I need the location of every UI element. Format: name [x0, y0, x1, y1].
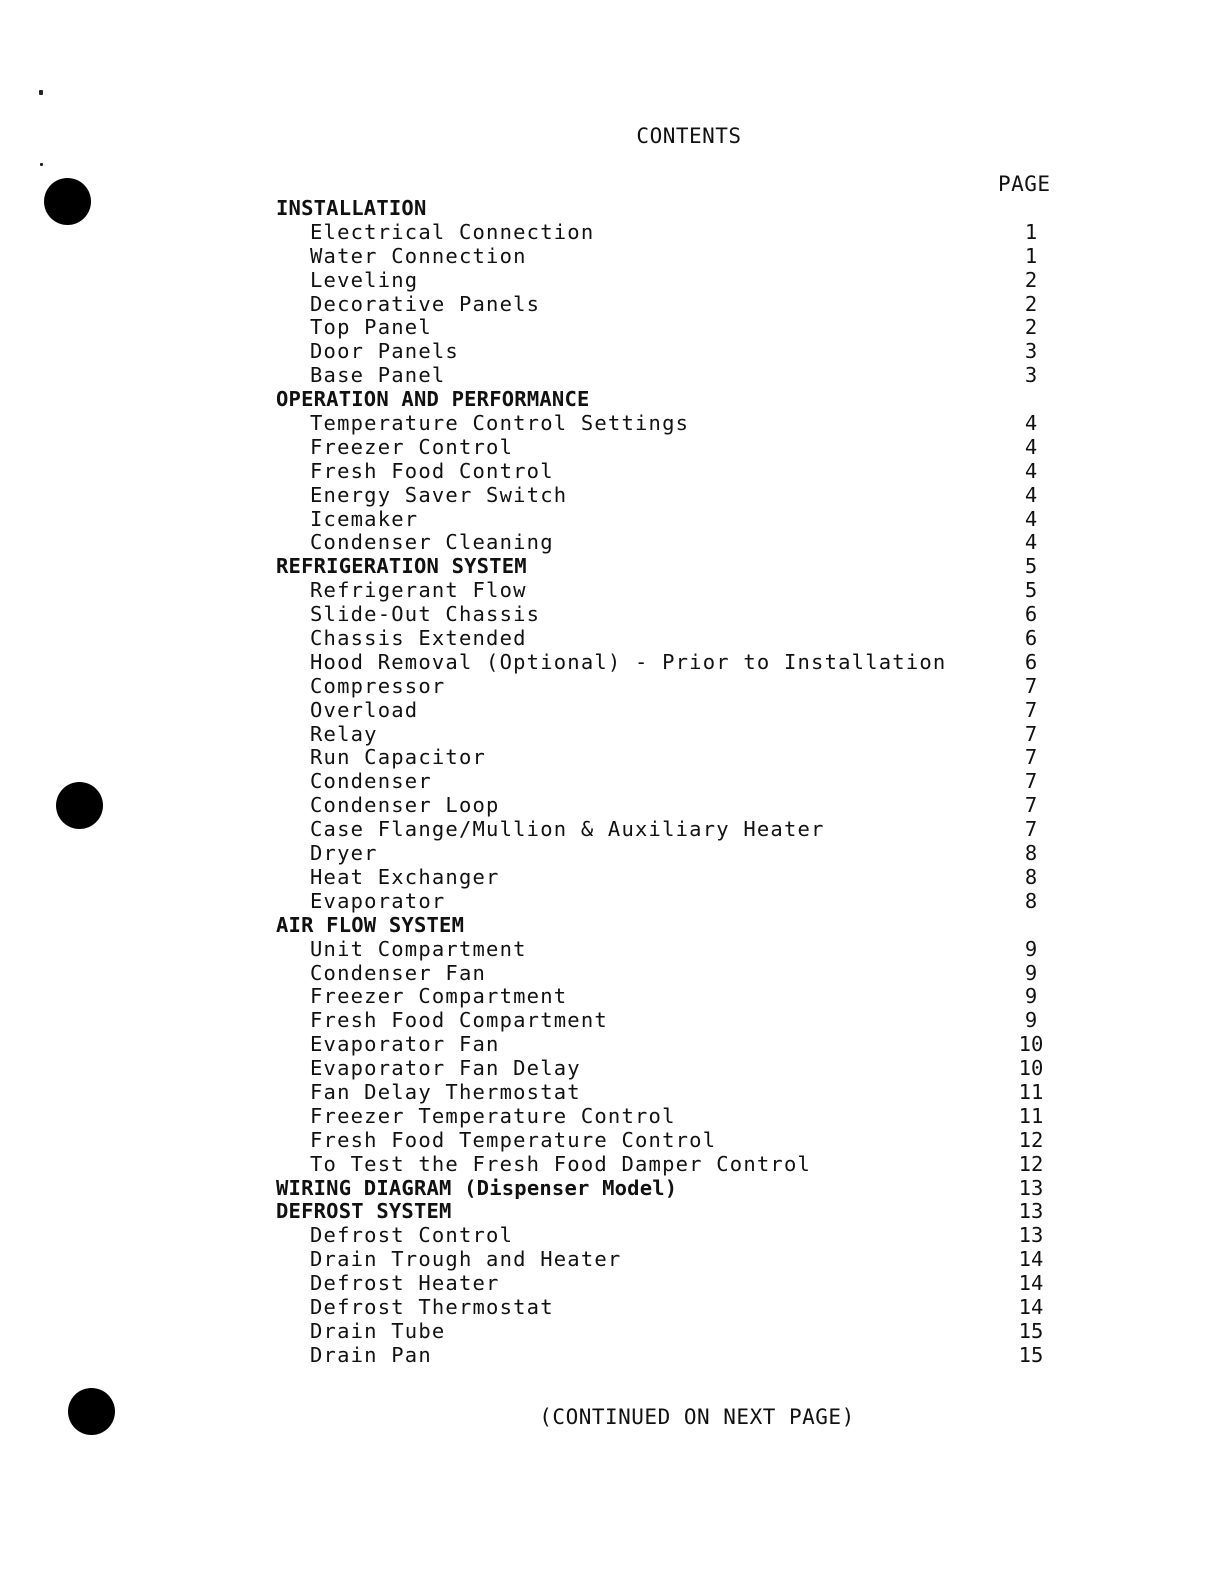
toc-entry-label: Decorative Panels — [310, 291, 541, 316]
toc-entry-page: 13 — [1018, 1223, 1044, 1248]
toc-entry — [276, 962, 1066, 986]
binder-hole — [44, 178, 91, 225]
toc-entry — [276, 245, 1066, 269]
toc-entry — [276, 293, 1066, 317]
toc-entry — [276, 1129, 1066, 1153]
toc-entry-label: Fan Delay Thermostat — [310, 1079, 581, 1104]
toc-entry-label: Condenser Fan — [310, 960, 487, 985]
toc-entry-page: 7 — [1024, 745, 1038, 770]
toc-entry — [276, 1105, 1066, 1129]
toc-entry-page: 2 — [1024, 267, 1038, 292]
toc-entry-label: Unit Compartment — [310, 936, 527, 961]
toc-entry — [276, 1033, 1066, 1057]
toc-entry — [276, 1296, 1066, 1320]
toc-entry-label: Freezer Control — [310, 434, 514, 459]
toc-entry-page: 13 — [1018, 1175, 1044, 1200]
toc-entry-label: Door Panels — [310, 339, 459, 364]
toc-entry-label: Defrost Thermostat — [310, 1294, 554, 1319]
toc-entry — [276, 364, 1066, 388]
toc-entry-label: Temperature Control Settings — [310, 411, 690, 436]
toc-entry — [276, 627, 1066, 651]
toc-entry-label: Water Connection — [310, 243, 527, 268]
toc-entry-page: 13 — [1018, 1199, 1044, 1224]
toc-entry — [276, 484, 1066, 508]
toc-entry-label: Heat Exchanger — [310, 864, 500, 889]
toc-entry-label: Fresh Food Control — [310, 458, 554, 483]
toc-entry — [276, 316, 1066, 340]
toc-entry-page: 7 — [1024, 697, 1038, 722]
toc-section-heading — [276, 914, 1066, 938]
toc-entry-page: 7 — [1024, 793, 1038, 818]
toc-entry-label: Refrigerant Flow — [310, 578, 527, 603]
toc-entry-page: 6 — [1024, 602, 1038, 627]
toc-entry-page: 10 — [1018, 1032, 1044, 1057]
toc-section-heading — [276, 388, 1066, 412]
toc-entry-label: Electrical Connection — [310, 219, 595, 244]
toc-entry-page: 4 — [1024, 506, 1038, 531]
toc-entry — [276, 340, 1066, 364]
toc-entry — [276, 221, 1066, 245]
toc-entry-label: Freezer Compartment — [310, 984, 568, 1009]
toc-entry — [276, 675, 1066, 699]
toc-entry — [276, 1248, 1066, 1272]
toc-entry — [276, 938, 1066, 962]
toc-entry — [276, 890, 1066, 914]
toc-entry — [276, 460, 1066, 484]
toc-entry — [276, 269, 1066, 293]
toc-entry-label: Base Panel — [310, 363, 446, 388]
toc-entry-page: 15 — [1018, 1342, 1044, 1367]
toc-entry — [276, 1081, 1066, 1105]
toc-entry-page: 9 — [1024, 960, 1038, 985]
toc-entry-page: 7 — [1024, 817, 1038, 842]
toc-entry-label: Drain Trough and Heater — [310, 1247, 622, 1272]
toc-entry-label: INSTALLATION — [276, 196, 427, 220]
toc-entry-page: 6 — [1024, 649, 1038, 674]
toc-entry — [276, 436, 1066, 460]
toc-entry-label: Case Flange/Mullion & Auxiliary Heater — [310, 817, 825, 842]
toc-entry-page: 6 — [1024, 626, 1038, 651]
toc-entry-label: Leveling — [310, 267, 419, 292]
continued-note: (CONTINUED ON NEXT PAGE) — [539, 1405, 855, 1429]
toc-entry — [276, 746, 1066, 770]
toc-entry-page: 9 — [1024, 984, 1038, 1009]
toc-section-heading — [276, 1200, 1066, 1224]
toc-entry-page: 3 — [1024, 339, 1038, 364]
toc-entry-label: Condenser — [310, 769, 432, 794]
toc-entry — [276, 794, 1066, 818]
toc-entry — [276, 531, 1066, 555]
toc-entry-label: Run Capacitor — [310, 745, 487, 770]
toc-entry-label: Defrost Control — [310, 1223, 514, 1248]
toc-entry — [276, 1009, 1066, 1033]
toc-entry-page: 12 — [1018, 1127, 1044, 1152]
toc-entry — [276, 985, 1066, 1009]
toc-entry-label: Condenser Loop — [310, 793, 500, 818]
toc-entry-page: 7 — [1024, 721, 1038, 746]
toc-entry-page: 11 — [1018, 1079, 1044, 1104]
toc-entry-label: AIR FLOW SYSTEM — [276, 912, 465, 937]
toc-entry-label: WIRING DIAGRAM (Dispenser Model) — [276, 1175, 678, 1200]
toc-entry-page: 5 — [1024, 578, 1038, 603]
toc-entry — [276, 579, 1066, 603]
toc-entry-label: Hood Removal (Optional) - Prior to Installation — [310, 649, 947, 674]
toc-entry-label: Fresh Food Compartment — [310, 1008, 608, 1033]
toc-entry-page: 2 — [1024, 315, 1038, 340]
toc-entry — [276, 603, 1066, 627]
toc-entry-page: 11 — [1018, 1103, 1044, 1128]
toc-section-heading — [276, 1177, 1066, 1201]
toc-entry — [276, 866, 1066, 890]
toc-entry-page: 7 — [1024, 673, 1038, 698]
toc-entry — [276, 412, 1066, 436]
binder-hole — [56, 782, 103, 829]
toc-entry — [276, 651, 1066, 675]
toc-section-heading — [276, 197, 1066, 221]
toc-entry-page: 2 — [1024, 291, 1038, 316]
toc-entry — [276, 723, 1066, 747]
toc-entry-label: Defrost Heater — [310, 1271, 500, 1296]
toc-entry — [276, 1153, 1066, 1177]
scan-speck — [39, 90, 43, 95]
toc-entry-page: 1 — [1024, 243, 1038, 268]
toc-entry-page: 9 — [1024, 1008, 1038, 1033]
toc-entry — [276, 508, 1066, 532]
toc-entry-page: 4 — [1024, 482, 1038, 507]
toc-entry-page: 4 — [1024, 530, 1038, 555]
toc-entry-label: Energy Saver Switch — [310, 482, 568, 507]
toc-entry-label: Relay — [310, 721, 378, 746]
toc-entry-label: DEFROST SYSTEM — [276, 1199, 452, 1224]
toc-entry-page: 1 — [1024, 219, 1038, 244]
toc-entry-label: Evaporator Fan Delay — [310, 1056, 581, 1081]
toc-entry — [276, 770, 1066, 794]
toc-entry — [276, 1224, 1066, 1248]
toc-entry — [276, 699, 1066, 723]
toc-entry-label: To Test the Fresh Food Damper Control — [310, 1151, 812, 1176]
toc-entry-label: Overload — [310, 697, 419, 722]
toc-entry — [276, 1344, 1066, 1368]
toc-entry-page: 15 — [1018, 1318, 1044, 1343]
toc-entry-page: 7 — [1024, 769, 1038, 794]
toc-entry — [276, 842, 1066, 866]
table-of-contents — [276, 197, 1066, 1368]
toc-entry-label: Evaporator Fan — [310, 1032, 500, 1057]
toc-entry-label: Drain Pan — [310, 1342, 432, 1367]
toc-entry — [276, 1320, 1066, 1344]
toc-entry-label: Slide-Out Chassis — [310, 602, 541, 627]
toc-entry-page: 14 — [1018, 1271, 1044, 1296]
toc-entry-page: 8 — [1024, 864, 1038, 889]
page-title: CONTENTS — [636, 124, 742, 148]
toc-entry-page: 4 — [1024, 411, 1038, 436]
toc-entry-page: 9 — [1024, 936, 1038, 961]
toc-section-heading — [276, 555, 1066, 579]
toc-entry-label: Chassis Extended — [310, 626, 527, 651]
toc-entry-page: 4 — [1024, 434, 1038, 459]
toc-entry-page: 8 — [1024, 888, 1038, 913]
toc-entry-page: 4 — [1024, 458, 1038, 483]
toc-entry — [276, 1057, 1066, 1081]
toc-entry-label: OPERATION AND PERFORMANCE — [276, 387, 590, 412]
toc-entry-label: Compressor — [310, 673, 446, 698]
toc-entry-page: 3 — [1024, 363, 1038, 388]
toc-entry-page: 12 — [1018, 1151, 1044, 1176]
toc-entry-label: Dryer — [310, 841, 378, 866]
toc-entry — [276, 1272, 1066, 1296]
toc-entry-page: 8 — [1024, 841, 1038, 866]
toc-entry-label: Drain Tube — [310, 1318, 446, 1343]
toc-entry-label: Fresh Food Temperature Control — [310, 1127, 717, 1152]
toc-entry-label: Icemaker — [310, 506, 419, 531]
toc-entry-label: Evaporator — [310, 888, 446, 913]
toc-entry-label: REFRIGERATION SYSTEM — [276, 554, 527, 579]
toc-entry-label: Condenser Cleaning — [310, 530, 554, 555]
toc-entry-label: Top Panel — [310, 315, 432, 340]
toc-entry-page: 5 — [1024, 554, 1038, 579]
toc-entry — [276, 818, 1066, 842]
page-column-heading: PAGE — [998, 172, 1051, 196]
scan-speck — [40, 163, 43, 166]
toc-entry-page: 10 — [1018, 1056, 1044, 1081]
toc-entry-label: Freezer Temperature Control — [310, 1103, 676, 1128]
toc-entry-page: 14 — [1018, 1294, 1044, 1319]
toc-entry-page: 14 — [1018, 1247, 1044, 1272]
